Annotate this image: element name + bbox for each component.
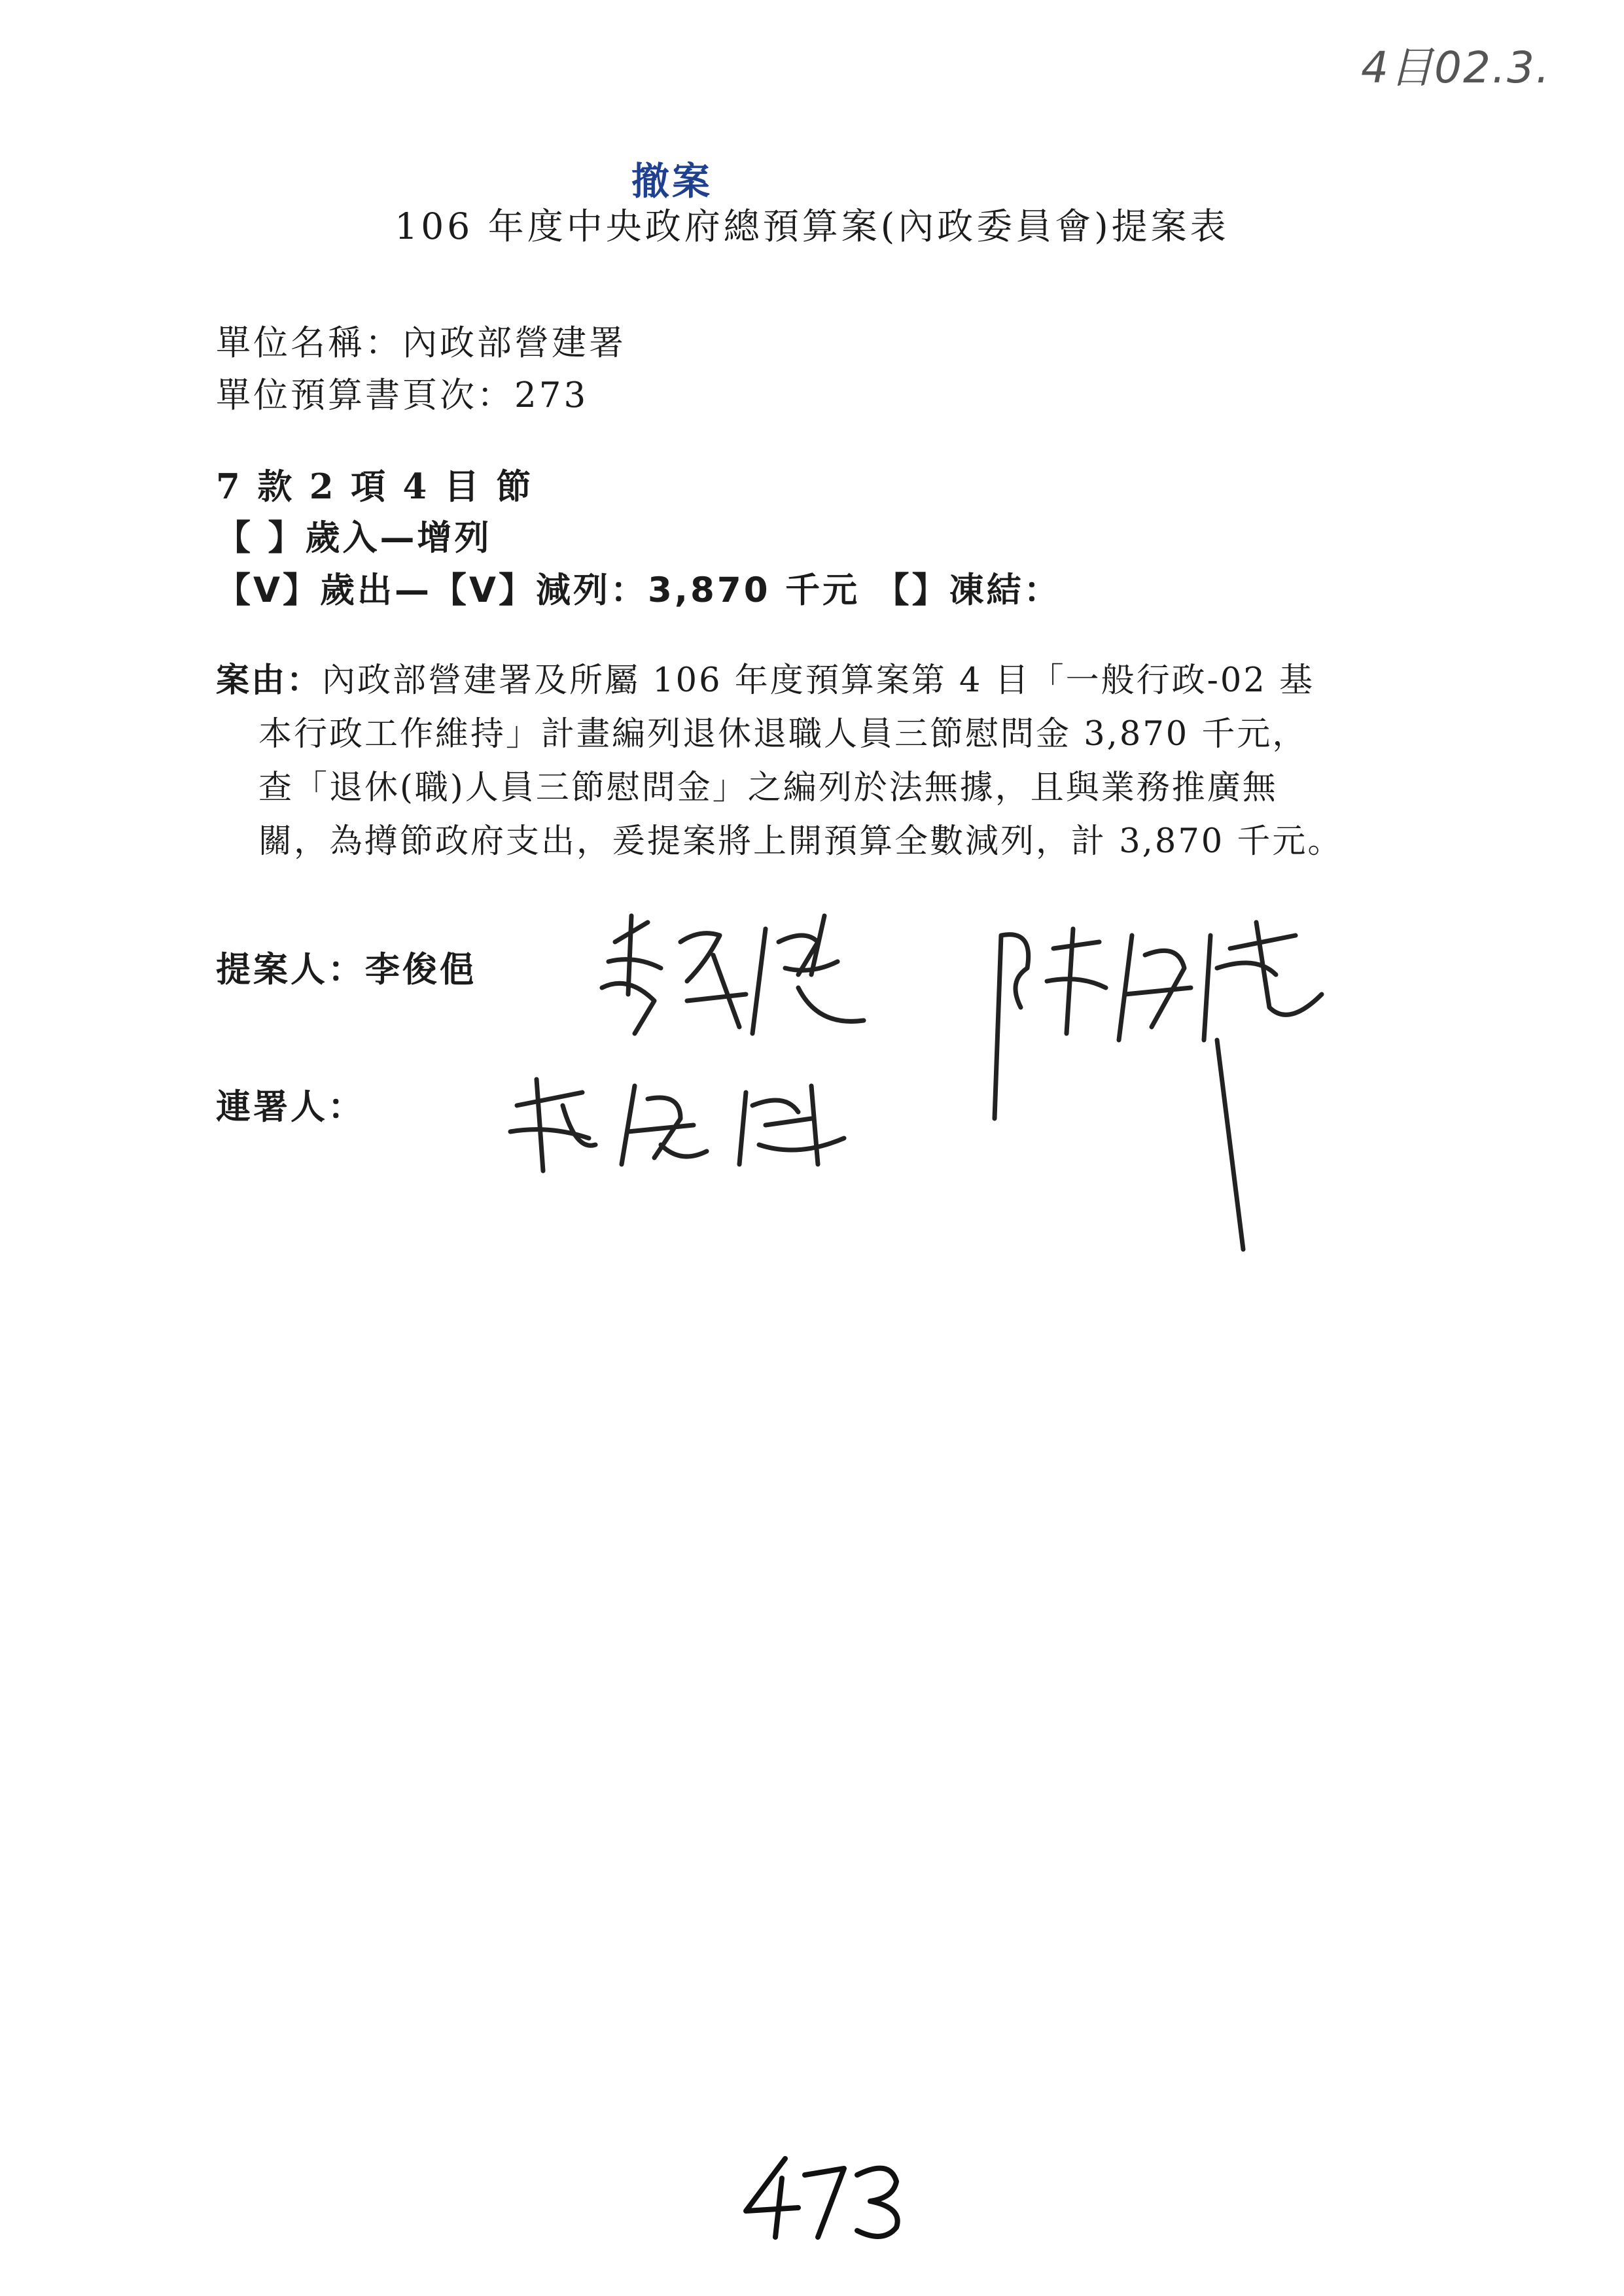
reason-label: 案由： — [216, 661, 323, 700]
cosigner-label: 連署人： — [216, 1087, 365, 1127]
reason-text-line-3: 查「退休(職)人員三節慰問金」之編列於法無據，且與業務推廣無 — [258, 769, 1278, 807]
document-title: 106 年度中央政府總預算案(內政委員會)提案表 — [395, 205, 1229, 247]
proposal-reason — [216, 654, 1361, 869]
budget-section: 7 款 2 項 4 目 節 — [216, 466, 534, 507]
reason-text-line-1: 內政部營建署及所屬 106 年度預算案第 4 目「一般行政-02 基 — [322, 661, 1315, 700]
cosigner-signature-2 — [504, 1066, 883, 1177]
cosigner-signature-1 — [981, 909, 1348, 1276]
unit-name: 單位名稱：內政部營建署 — [216, 323, 626, 363]
expenditure-reduction-line: 【V】歲出—【V】減列：3,870 千元 【】凍結： — [216, 570, 1061, 610]
unit-budget-page: 單位預算書頁次：273 — [216, 375, 589, 415]
reason-text-line-2: 本行政工作維持」計畫編列退休退職人員三節慰問金 3,870 千元， — [258, 715, 1308, 754]
handwritten-reference-note: 4目02.3. — [1361, 43, 1551, 93]
handwritten-page-number — [739, 2152, 909, 2244]
reason-text-line-4: 關，為撙節政府支出，爰提案將上開預算全數減列，計 3,870 千元。 — [258, 822, 1343, 861]
proposer-signature — [589, 903, 903, 1060]
revenue-increase-line: 【 】歲入—增列 — [216, 518, 492, 558]
withdrawn-stamp: 撤案 — [631, 159, 713, 203]
proposer: 提案人：李俊俋 — [216, 950, 477, 990]
